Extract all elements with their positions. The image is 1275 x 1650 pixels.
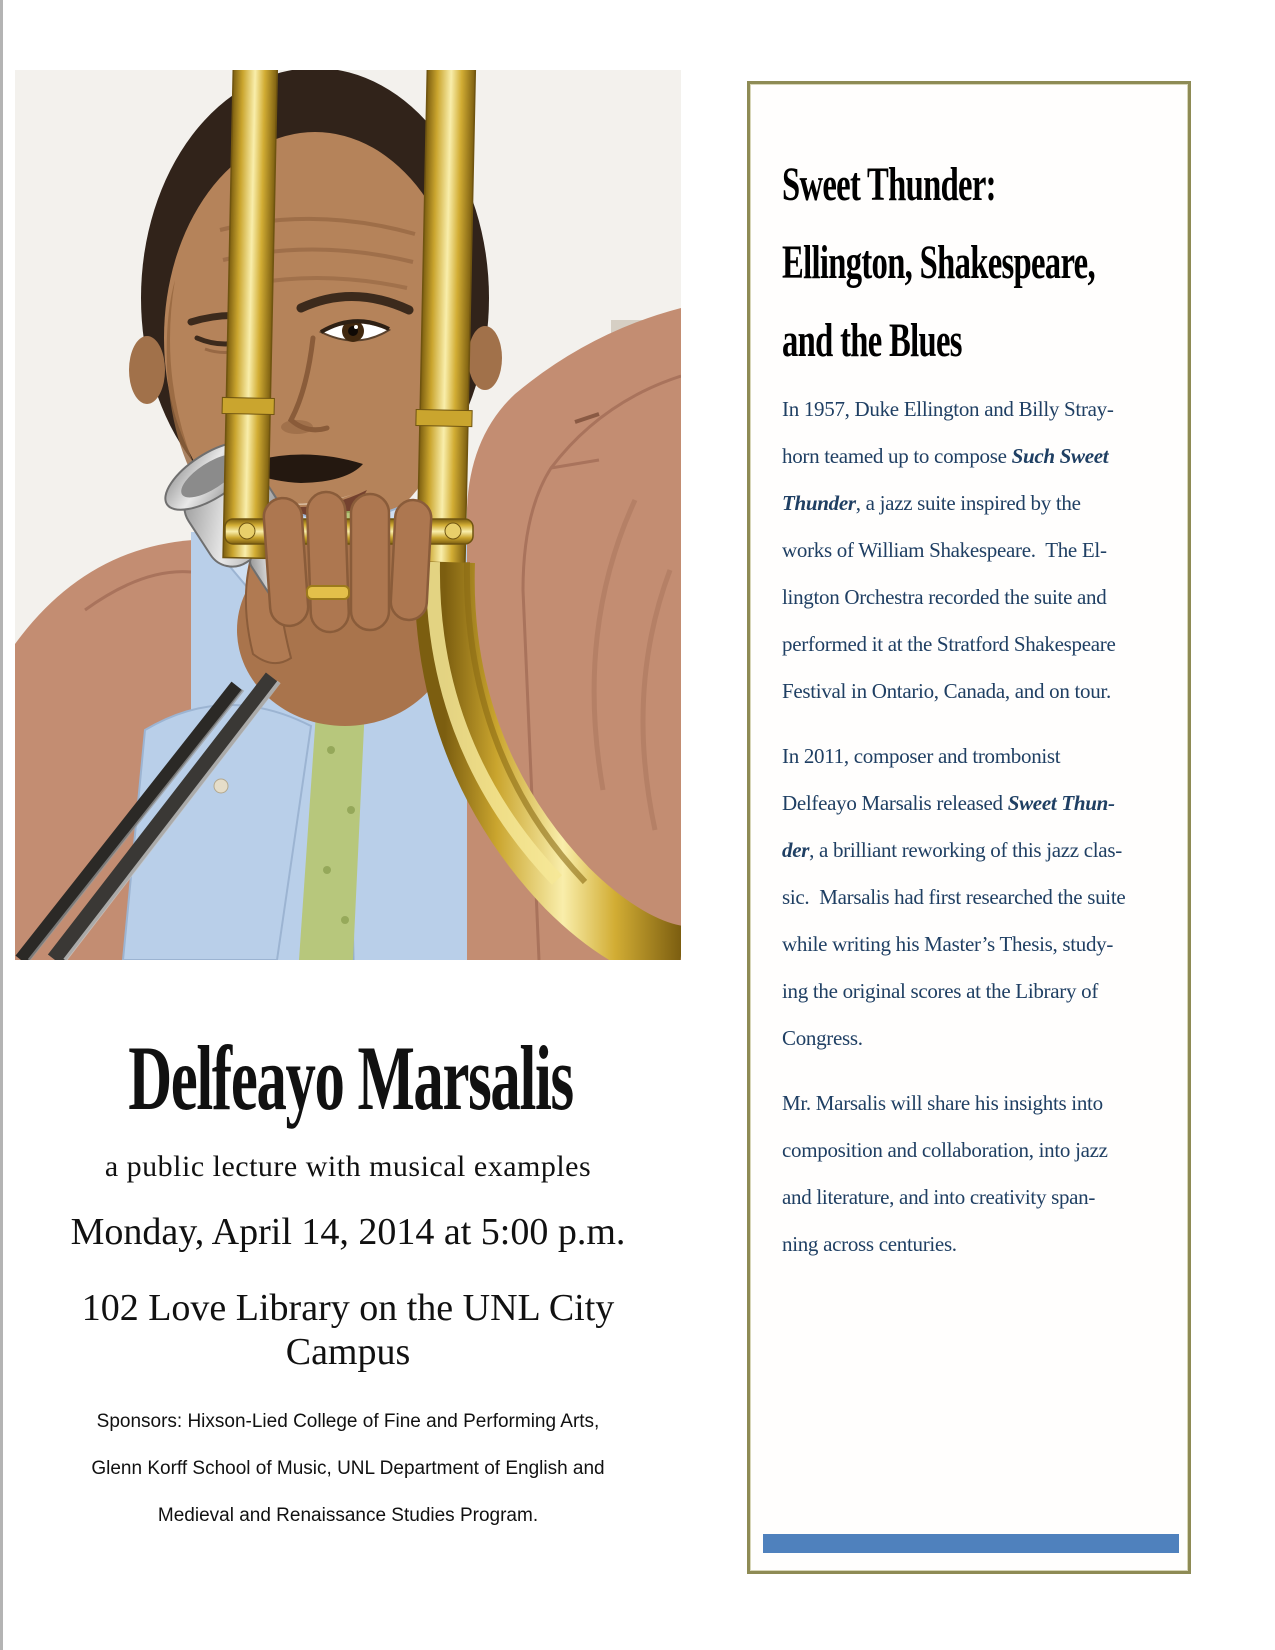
panel-text-line: In 2011, composer and trombonist xyxy=(782,744,1061,768)
panel-text-line: horn teamed up to compose Such Sweet xyxy=(782,444,1109,468)
info-panel xyxy=(747,81,1191,1574)
panel-text-line: Mr. Marsalis will share his insights into xyxy=(782,1091,1103,1115)
panel-text-line: sic. Marsalis had first researched the suite xyxy=(782,885,1126,909)
page-title: Delfeayo Marsalis xyxy=(128,1027,573,1129)
panel-text-line: Delfeayo Marsalis released Sweet Thun- xyxy=(782,791,1115,815)
panel-text-line: and literature, and into creativity span- xyxy=(782,1185,1096,1209)
panel-text-line: while writing his Master’s Thesis, study- xyxy=(782,932,1114,956)
panel-heading-line: Sweet Thunder: xyxy=(782,158,996,211)
panel-text-line: Congress. xyxy=(782,1026,863,1050)
panel-text-line: der, a brilliant reworking of this jazz clas- xyxy=(782,838,1122,862)
panel-text-line: works of William Shakespeare. The El- xyxy=(782,538,1107,562)
lecture-subtitle: a public lecture with musical examples xyxy=(104,1150,592,1183)
panel-heading-line: and the Blues xyxy=(782,314,962,367)
panel-body xyxy=(782,386,1172,1286)
panel-text-line: composition and collaboration, into jazz xyxy=(782,1138,1108,1162)
panel-accent-bar xyxy=(763,1534,1179,1553)
sponsor-line: Medieval and Renaissance Studies Program. xyxy=(157,1505,539,1526)
panel-text-line: ning across centuries. xyxy=(782,1232,957,1256)
event-location: 102 Love Library on the UNL City Campus xyxy=(81,1287,615,1373)
panel-paragraph xyxy=(782,733,1172,1062)
panel-text-line: In 1957, Duke Ellington and Billy Stray- xyxy=(782,397,1114,421)
panel-text-line: Thunder, a jazz suite inspired by the xyxy=(782,491,1081,515)
panel-text-line: performed it at the Stratford Shakespeare xyxy=(782,632,1116,656)
sponsor-line: Sponsors: Hixson-Lied College of Fine and Performing Arts, xyxy=(96,1411,600,1432)
panel-paragraph xyxy=(782,1080,1172,1268)
panel-text-line: lington Orchestra recorded the suite and xyxy=(782,585,1107,609)
event-date: Monday, April 14, 2014 at 5:00 p.m. xyxy=(70,1211,626,1253)
panel-paragraph xyxy=(782,386,1172,715)
panel-text-line: ing the original scores at the Library of xyxy=(782,979,1099,1003)
panel-text-line: Festival in Ontario, Canada, and on tour. xyxy=(782,679,1111,703)
panel-heading-line: Ellington, Shakespeare, xyxy=(782,236,1095,289)
left-column xyxy=(15,0,681,1650)
sponsor-line: Glenn Korff School of Music, UNL Department of English and xyxy=(91,1458,605,1479)
panel-heading xyxy=(782,146,1242,380)
sponsors-text xyxy=(15,1398,681,1539)
